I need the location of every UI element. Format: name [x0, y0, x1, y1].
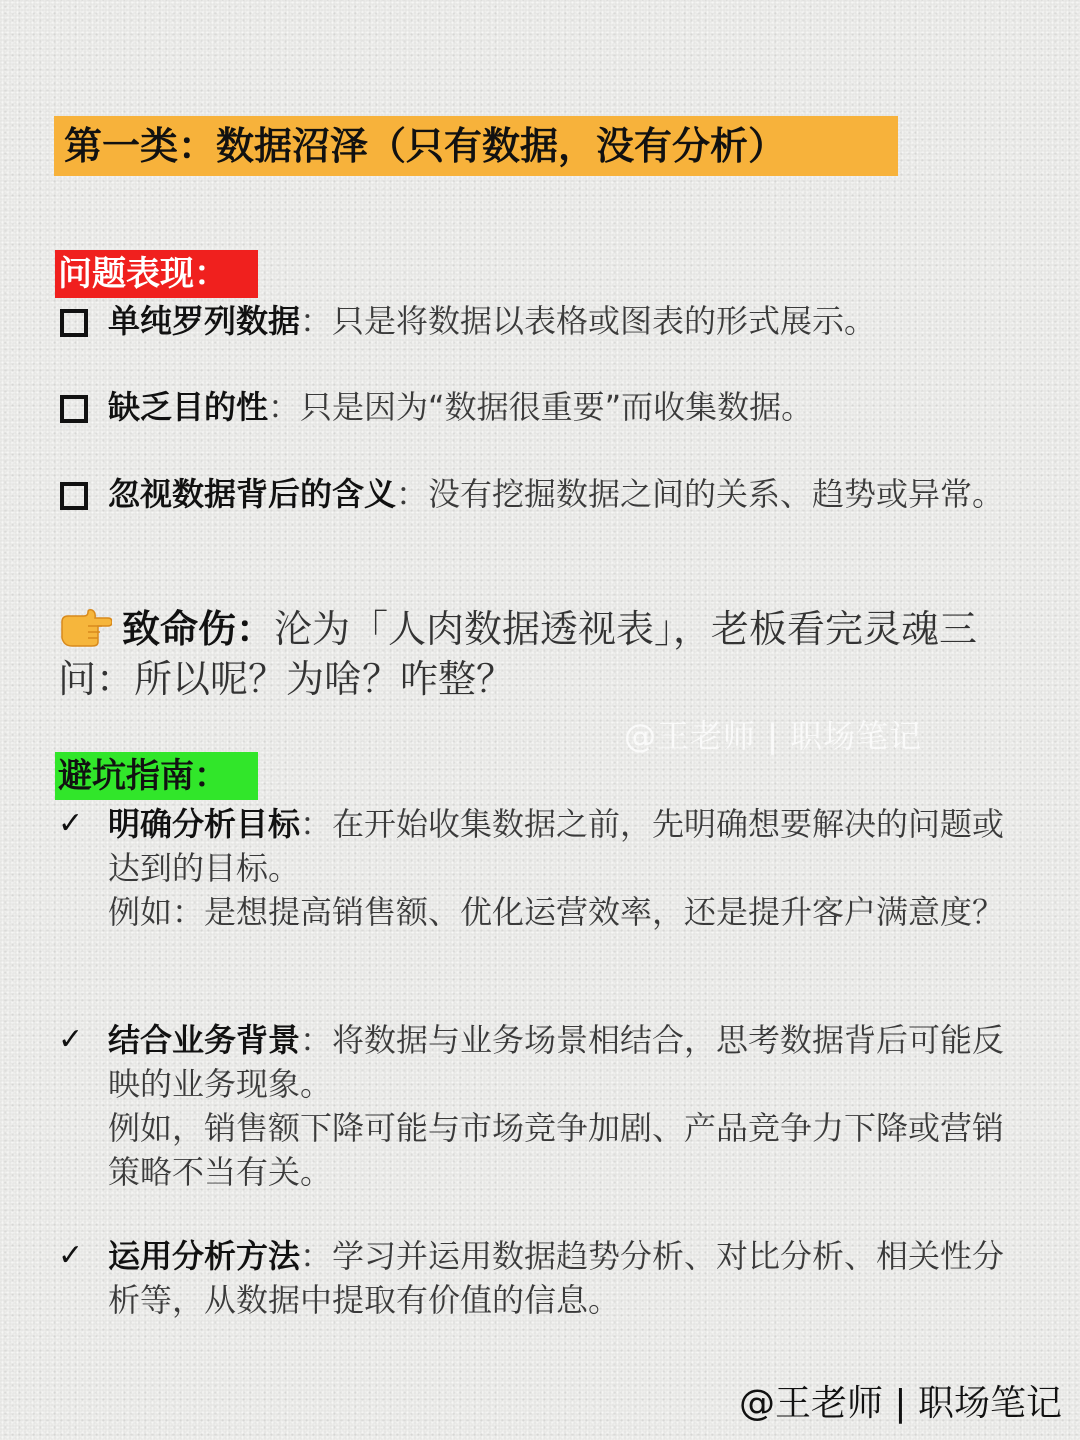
author-signature: @王老师 | 职场笔记 [738, 1383, 1062, 1424]
checkmark-icon: ✓ [58, 806, 84, 841]
problem-item [58, 299, 1018, 343]
problem-desc: ：只是因为“数据很重要”而收集数据。 [268, 388, 814, 426]
fatal-text: 沦为「人肉数据透视表」，老板看完灵魂三问：所以呢？为啥？咋整？ [58, 607, 978, 701]
guide-term: 运用分析方法 [108, 1237, 301, 1275]
page-title: 第一类：数据沼泽（只有数据，没有分析） [54, 116, 898, 176]
guide-item [58, 1018, 1018, 1194]
guide-item [58, 802, 1018, 934]
guide-desc: ：将数据与业务场景相结合，思考数据背后可能反映的业务现象。 [108, 1021, 1005, 1103]
problem-heading: 问题表现： [55, 250, 258, 298]
checkbox-icon [58, 385, 98, 429]
fatal-label: 致命伤： [122, 607, 275, 651]
checkmark-icon: ✓ [58, 1022, 84, 1057]
checkbox-icon [58, 472, 98, 516]
checkmark-icon: ✓ [58, 1238, 84, 1273]
guide-term: 明确分析目标 [108, 805, 301, 843]
problem-desc: ：只是将数据以表格或图表的形式展示。 [300, 302, 877, 340]
problem-term: 忽视数据背后的含义 [108, 475, 397, 513]
guide-desc: ：在开始收集数据之前，先明确想要解决的问题或达到的目标。 [108, 805, 1005, 887]
guide-item [58, 1234, 1018, 1322]
guide-example: 例如，销售额下降可能与市场竞争加剧、产品竞争力下降或营销策略不当有关。 [108, 1109, 1005, 1191]
pointing-hand-icon [58, 608, 112, 648]
problem-term: 单纯罗列数据 [108, 302, 301, 340]
guide-desc: ：学习并运用数据趋势分析、对比分析、相关性分析等，从数据中提取有价值的信息。 [108, 1237, 1005, 1319]
watermark: @王老师 | 职场笔记 [624, 717, 923, 755]
problem-item [58, 385, 1018, 429]
problem-term: 缺乏目的性 [108, 388, 269, 426]
problem-desc: ：没有挖掘数据之间的关系、趋势或异常。 [396, 475, 1005, 513]
problem-item [58, 472, 1018, 516]
guide-example: 例如：是想提高销售额、优化运营效率，还是提升客户满意度？ [108, 893, 1005, 931]
guide-heading: 避坑指南： [55, 752, 258, 800]
checkbox-icon [58, 299, 98, 343]
fatal-flaw-note [58, 604, 1028, 704]
guide-term: 结合业务背景 [108, 1021, 301, 1059]
